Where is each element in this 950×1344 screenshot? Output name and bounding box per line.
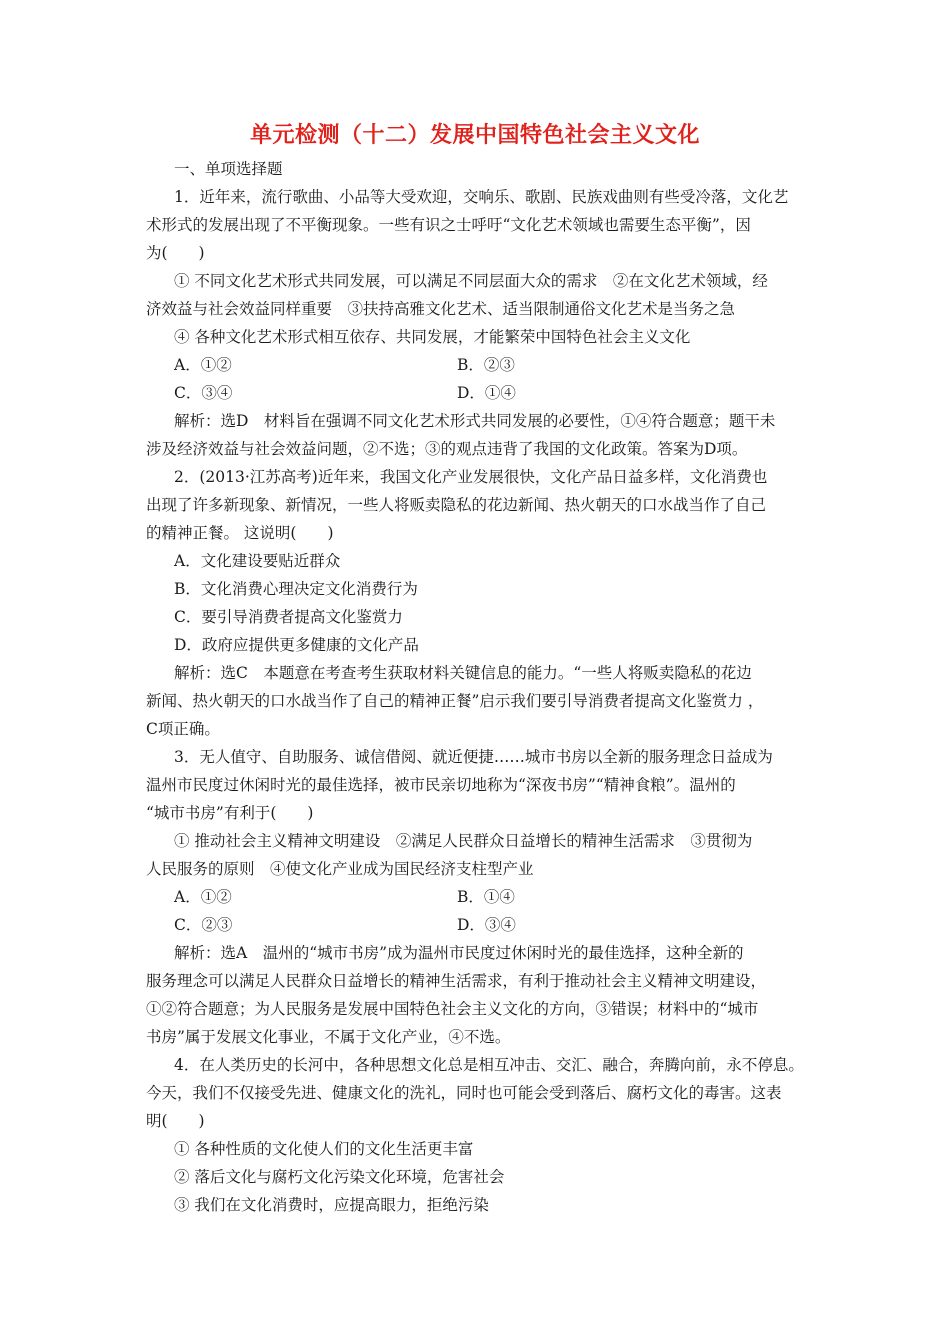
q2-option-d: D．政府应提供更多健康的文化产品 [174,636,419,654]
q2-explanation-line: 解析：选C 本题意在考查考生获取材料关键信息的能力。“一些人将贩卖隐私的花边 [174,664,752,682]
q3-options-row [146,911,810,939]
q1-explanation-line: 解析：选D 材料旨在强调不同文化艺术形式共同发展的必要性，①④符合题意；题干未 [174,412,776,430]
q3-explanation-line: ①②符合题意；为人民服务是发展中国特色社会主义文化的方向，③错误；材料中的“城市 [146,1000,759,1018]
q3-explanation-line: 解析：选A 温州的“城市书房”成为温州市民度过休闲时光的最佳选择，这种全新的 [174,944,744,962]
q1-stem-line: 术形式的发展出现了不平衡现象。一些有识之士呼吁“文化艺术领域也需要生态平衡”，因 [146,216,751,234]
q4-stem-line: 今天，我们不仅接受先进、健康文化的洗礼，同时也可能会受到落后、腐朽文化的毒害。这表 [146,1084,782,1102]
q3-explanation-line: 服务理念可以满足人民群众日益增长的精神生活需求，有利于推动社会主义精神文明建设， [146,972,767,990]
q1-statement-line: ① 不同文化艺术形式共同发展，可以满足不同层面大众的需求 ②在文化艺术领域，经 [174,272,768,290]
q2-stem-line: 2．(2013·江苏高考)近年来，我国文化产业发展很快，文化产品日益多样，文化消费也 [174,468,768,486]
q1-option-c: C．③④ [174,384,233,402]
q2-explanation-line: C项正确。 [146,720,220,738]
q4-statement-line: ③ 我们在文化消费时，应提高眼力，拒绝污染 [174,1196,489,1214]
q1-explanation-line: 涉及经济效益与社会效益问题，②不选；③的观点违背了我国的文化政策。答案为D项。 [146,440,748,458]
q3-explanation-line: 书房”属于发展文化事业，不属于文化产业，④不选。 [146,1028,511,1046]
q2-option-b: B．文化消费心理决定文化消费行为 [174,580,418,598]
q1-stem-line: 为( ) [146,244,205,262]
document-body [146,155,810,1219]
q2-option-c: C．要引导消费者提高文化鉴赏力 [174,608,403,626]
q1-stem-line: 1．近年来，流行歌曲、小品等大受欢迎，交响乐、歌剧、民族戏曲则有些受冷落，文化艺 [174,188,789,206]
q3-stem-line: 温州市民度过休闲时光的最佳选择，被市民亲切地称为“深夜书房”“精神食粮”。温州的 [146,776,736,794]
q1-option-b: B．②③ [457,356,515,374]
q3-statement-line: ① 推动社会主义精神文明建设 ②满足人民群众日益增长的精神生活需求 ③贯彻为 [174,832,753,850]
q1-statement-line: 济效益与社会效益同样重要 ③扶持高雅文化艺术、适当限制通俗文化艺术是当务之急 [146,300,736,318]
q3-option-a: A．①② [174,888,232,906]
q2-option-a: A．文化建设要贴近群众 [174,552,341,570]
q2-explanation-line: 新闻、热火朝天的口水战当作了自己的精神正餐”启示我们要引导消费者提高文化鉴赏力 ， [146,692,764,710]
q3-statement-line: 人民服务的原则 ④使文化产业成为国民经济支柱型产业 [146,860,534,878]
page-title: 单元检测（十二）发展中国特色社会主义文化 [249,123,700,148]
q3-options-row [146,883,810,911]
q4-stem-line: 明( ) [146,1112,205,1130]
q1-statement-line: ④ 各种文化艺术形式相互依存、共同发展，才能繁荣中国特色社会主义文化 [174,328,691,346]
section-heading: 一、单项选择题 [174,160,283,178]
q1-option-a: A．①② [174,356,232,374]
q4-stem-line: 4．在人类历史的长河中，各种思想文化总是相互冲击、交汇、融合，奔腾向前，永不停息。 [174,1056,804,1074]
q3-option-c: C．②③ [174,916,233,934]
q1-options-row [146,379,810,407]
q1-option-d: D．①④ [457,384,516,402]
q2-stem-line: 出现了许多新现象、新情况，一些人将贩卖隐私的花边新闻、热火朝天的口水战当作了自己 [146,496,767,514]
q1-options-row [146,351,810,379]
q2-stem-line: 的精神正餐。 这说明( ) [146,524,334,542]
q3-option-d: D．③④ [457,916,516,934]
q3-option-b: B．①④ [457,888,515,906]
q3-stem-line: 3．无人值守、自助服务、诚信借阅、就近便捷……城市书房以全新的服务理念日益成为 [174,748,773,766]
q4-statement-line: ② 落后文化与腐朽文化污染文化环境，危害社会 [174,1168,505,1186]
q3-stem-line: “城市书房”有利于( ) [146,804,314,822]
q4-statement-line: ① 各种性质的文化使人们的文化生活更丰富 [174,1140,474,1158]
